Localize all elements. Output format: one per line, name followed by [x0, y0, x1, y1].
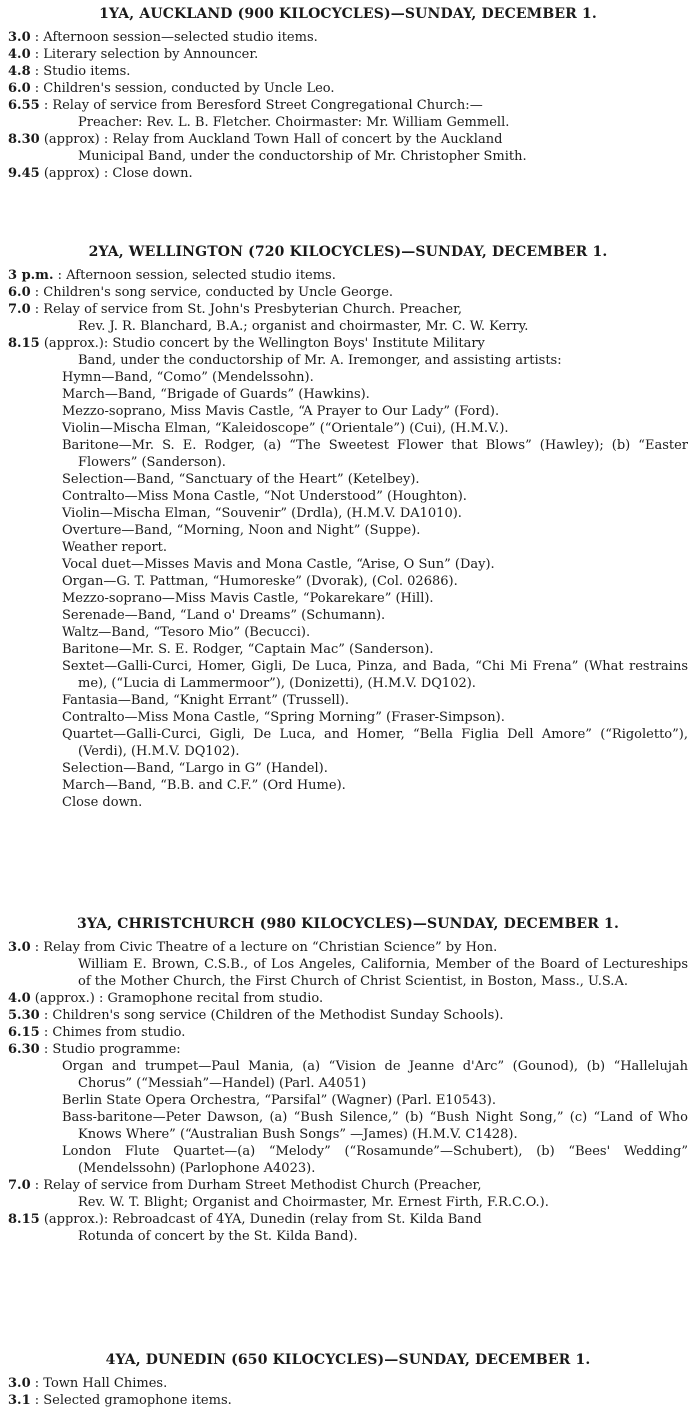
entry-time: 8.15: [8, 336, 40, 351]
entry-time: 3.0: [8, 940, 31, 955]
programme-item: Violin—Mischa Elman, “Kaleidoscope” (“Orientale”) (Cui), (H.M.V.).: [62, 421, 509, 436]
entry-text: : Relay of service from Beresford Street Congregational Church:—: [43, 98, 483, 113]
schedule-entry: [8, 97, 688, 114]
entry-time: 6.30: [8, 1042, 40, 1057]
schedule-entry: [8, 990, 688, 1007]
entry-continuation: Preacher: Rev. L. B. Fletcher. Choirmaster: Mr. William Gemmell.: [78, 115, 510, 130]
entry-continuation: Municipal Band, under the conductorship of Mr. Christopher Smith.: [78, 149, 527, 164]
programme-item: Fantasia—Band, “Knight Errant” (Trussell).: [62, 693, 349, 708]
entry-time: 3.0: [8, 1376, 31, 1391]
entry-text: : Relay of service from Durham Street Methodist Church (Preacher,: [34, 1178, 482, 1193]
programme-item: Weather report.: [62, 540, 168, 555]
entry-time: 6.0: [8, 81, 31, 96]
entry-continuation: William E. Brown, C.S.B., of Los Angeles, California, Member of the Board of Lectureships of the Mother Church, the First Church of Christ Scientist, in Boston, Mass., U.S.A.: [78, 957, 688, 989]
entry-time: 6.0: [8, 285, 31, 300]
entry-time: 3.0: [8, 30, 31, 45]
entry-text: : Literary selection by Announcer.: [34, 47, 259, 62]
entry-time: 4.8: [8, 64, 31, 79]
entry-text: : Studio items.: [34, 64, 131, 79]
programme-list: [8, 369, 688, 811]
programme-item: March—Band, “B.B. and C.F.” (Ord Hume).: [62, 778, 346, 793]
entry-text: : Selected gramophone items.: [34, 1393, 232, 1408]
entry-text: : Relay from Civic Theatre of a lecture on “Christian Science” by Hon.: [34, 940, 498, 955]
schedule-entry: [8, 29, 688, 46]
programme-item: Mezzo-soprano, Miss Mavis Castle, “A Prayer to Our Lady” (Ford).: [62, 404, 500, 419]
schedule-entry: [8, 939, 688, 956]
entry-continuation: Rev. J. R. Blanchard, B.A.; organist and choirmaster, Mr. C. W. Kerry.: [78, 319, 529, 334]
schedule-entry: [8, 1177, 688, 1194]
station-1ya: [8, 6, 688, 182]
entry-text: (approx.): Studio concert by the Wellington Boys' Institute Military: [43, 336, 485, 351]
entry-text: : Afternoon session, selected studio items.: [57, 268, 336, 283]
schedule-list: [8, 1375, 688, 1409]
schedule-entry: [8, 131, 688, 148]
station-heading: 2YA, WELLINGTON (720 KILOCYCLES)—SUNDAY, DECEMBER 1.: [88, 244, 608, 260]
programme-item: Violin—Mischa Elman, “Souvenir” (Drdla), (H.M.V. DA1010).: [62, 506, 462, 521]
programme-item: Organ—G. T. Pattman, “Humoreske” (Dvorak), (Col. 02686).: [62, 574, 458, 589]
entry-time: 4.0: [8, 991, 31, 1006]
station-3ya: [8, 916, 688, 1245]
entry-time: 6.15: [8, 1025, 40, 1040]
station-2ya: [8, 244, 688, 811]
entry-text: : Studio programme:: [43, 1042, 181, 1057]
entry-text: : Town Hall Chimes.: [34, 1376, 168, 1391]
entry-text: : Afternoon session—selected studio items.: [34, 30, 318, 45]
entry-text: (approx) : Relay from Auckland Town Hall of concert by the Auckland: [43, 132, 503, 147]
station-heading: 1YA, AUCKLAND (900 KILOCYCLES)—SUNDAY, DECEMBER 1.: [99, 6, 597, 22]
programme-item: March—Band, “Brigade of Guards” (Hawkins).: [62, 387, 370, 402]
programme-item: Mezzo-soprano—Miss Mavis Castle, “Pokarekare” (Hill).: [62, 591, 434, 606]
entry-time: 4.0: [8, 47, 31, 62]
entry-time: 7.0: [8, 302, 31, 317]
programme-item: Sextet—Galli-Curci, Homer, Gigli, De Luca, Pinza, and Bada, “Chi Mi Frena” (What restrains me), (“Lucia di Lammermoor”), (Donizetti), (H.M.V. DQ102).: [62, 659, 688, 691]
programme-item: Waltz—Band, “Tesoro Mio” (Becucci).: [62, 625, 311, 640]
entry-text: : Relay of service from St. John's Presbyterian Church. Preacher,: [34, 302, 463, 317]
programme-item: Selection—Band, “Sanctuary of the Heart” (Ketelbey).: [62, 472, 420, 487]
entry-time: 9.45: [8, 166, 40, 181]
schedule-entry: [8, 1041, 688, 1058]
entry-time: 5.30: [8, 1008, 40, 1023]
entry-text: : Children's song service, conducted by Uncle George.: [34, 285, 394, 300]
programme-item: Berlin State Opera Orchestra, “Parsifal” (Wagner) (Parl. E10543).: [62, 1093, 496, 1108]
schedule-entry: [8, 80, 688, 97]
entry-continuation: Rev. W. T. Blight; Organist and Choirmaster, Mr. Ernest Firth, F.R.C.O.).: [78, 1195, 549, 1210]
programme-item: Baritone—Mr. S. E. Rodger, (a) “The Sweetest Flower that Blows” (Hawley); (b) “Easter Flowers” (Sanderson).: [62, 438, 688, 470]
schedule-entry: [8, 1007, 688, 1024]
schedule-entry: [8, 165, 688, 182]
entry-time: 6.55: [8, 98, 40, 113]
programme-list: [8, 1058, 688, 1177]
programme-item: Serenade—Band, “Land o' Dreams” (Schumann).: [62, 608, 386, 623]
entry-continuation: Rotunda of concert by the St. Kilda Band).: [78, 1229, 358, 1244]
station-4ya: [8, 1352, 688, 1409]
programme-item: Quartet—Galli-Curci, Gigli, De Luca, and Homer, “Bella Figlia Dell Amore” (“Rigoletto”), (Verdi), (H.M.V. DQ102).: [62, 727, 688, 759]
schedule-list: [8, 267, 688, 369]
programme-item: London Flute Quartet—(a) “Melody” (“Rosamunde”—Schubert), (b) “Bees' Wedding” (Mendelssohn) (Parlophone A4023).: [62, 1144, 688, 1176]
schedule-entry: [8, 1024, 688, 1041]
schedule-list: [8, 1177, 688, 1245]
programme-item: Baritone—Mr. S. E. Rodger, “Captain Mac” (Sanderson).: [62, 642, 434, 657]
entry-continuation: Band, under the conductorship of Mr. A. Iremonger, and assisting artists:: [78, 353, 562, 368]
schedule-entry: [8, 46, 688, 63]
programme-item: Vocal duet—Misses Mavis and Mona Castle, “Arise, O Sun” (Day).: [62, 557, 495, 572]
programme-item: Overture—Band, “Morning, Noon and Night” (Suppe).: [62, 523, 421, 538]
entry-text: (approx) : Close down.: [43, 166, 193, 181]
schedule-entry: [8, 63, 688, 80]
schedule-list: [8, 939, 688, 1058]
schedule-entry: [8, 1211, 688, 1228]
entry-time: 8.15: [8, 1212, 40, 1227]
programme-item: Organ and trumpet—Paul Mania, (a) “Vision de Jeanne d'Arc” (Gounod), (b) “Hallelujah Chorus” (“Messiah”—Handel) (Parl. A4051): [62, 1059, 688, 1091]
programme-item: Close down.: [62, 795, 143, 810]
entry-time: 3.1: [8, 1393, 31, 1408]
entry-text: (approx.) : Gramophone recital from studio.: [34, 991, 324, 1006]
schedule-entry: [8, 1375, 688, 1392]
schedule-entry: [8, 284, 688, 301]
programme-item: Selection—Band, “Largo in G” (Handel).: [62, 761, 328, 776]
schedule-list: [8, 29, 688, 182]
entry-text: : Children's session, conducted by Uncle Leo.: [34, 81, 335, 96]
station-heading: 3YA, CHRISTCHURCH (980 KILOCYCLES)—SUNDAY, DECEMBER 1.: [77, 916, 619, 932]
schedule-entry: [8, 1392, 688, 1409]
programme-item: Hymn—Band, “Como” (Mendelssohn).: [62, 370, 314, 385]
programme-item: Contralto—Miss Mona Castle, “Not Understood” (Houghton).: [62, 489, 467, 504]
schedule-entry: [8, 301, 688, 318]
entry-time: 3 p.m.: [8, 268, 54, 283]
schedule-entry: [8, 335, 688, 352]
entry-time: 7.0: [8, 1178, 31, 1193]
programme-item: Contralto—Miss Mona Castle, “Spring Morning” (Fraser-Simpson).: [62, 710, 505, 725]
entry-text: (approx.): Rebroadcast of 4YA, Dunedin (relay from St. Kilda Band: [43, 1212, 482, 1227]
entry-time: 8.30: [8, 132, 40, 147]
entry-text: : Children's song service (Children of the Methodist Sunday Schools).: [43, 1008, 504, 1023]
entry-text: : Chimes from studio.: [43, 1025, 186, 1040]
programme-item: Bass-baritone—Peter Dawson, (a) “Bush Silence,” (b) “Bush Night Song,” (c) “Land of Who Knows Where” (“Australian Bush Songs” —James) (H.M.V. C1428).: [62, 1110, 688, 1142]
station-heading: 4YA, DUNEDIN (650 KILOCYCLES)—SUNDAY, DECEMBER 1.: [105, 1352, 591, 1368]
schedule-entry: [8, 267, 688, 284]
